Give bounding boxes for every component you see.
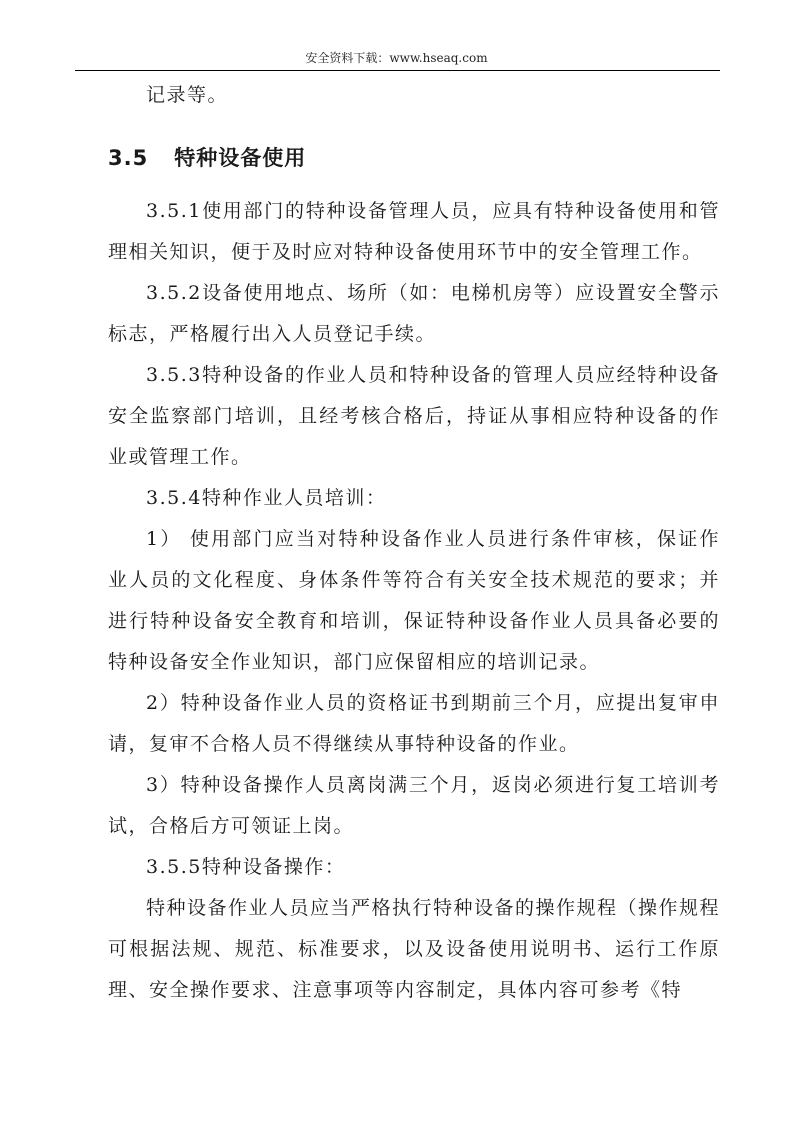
clause-3-5-1: 3.5.1使用部门的特种设备管理人员，应具有特种设备使用和管理相关知识，便于及时应对特种设备使用环节中的安全管理工作。 — [108, 200, 720, 263]
section-heading — [108, 138, 720, 179]
clause-3-5-2: 3.5.2设备使用地点、场所（如：电梯机房等）应设置安全警示标志，严格履行出入人员登记手续。 — [108, 282, 720, 345]
header-divider — [75, 70, 720, 71]
list-item-3: 3）特种设备操作人员离岗满三个月，返岗必须进行复工培训考试，合格后方可领证上岗。 — [108, 774, 720, 837]
document-body — [108, 75, 720, 1011]
section-number: 3.5 — [108, 146, 149, 170]
continuation-text: 记录等。 — [146, 84, 229, 106]
page-header: 安全资料下载：www.hseaq.com — [305, 51, 488, 65]
clause-3-5-4: 3.5.4特种作业人员培训： — [146, 487, 387, 509]
clause-3-5-5-body: 特种设备作业人员应当严格执行特种设备的操作规程（操作规程可根据法规、规范、标准要求，以及设备使用说明书、运行工作原理、安全操作要求、注意事项等内容制定，具体内容可参考《特 — [108, 897, 721, 1001]
list-item-1: 1） 使用部门应当对特种设备作业人员进行条件审核，保证作业人员的文化程度、身体条件等符合有关安全技术规范的要求；并进行特种设备安全教育和培训，保证特种设备作业人员具备必要的特种设备安全作业知识，部门应保留相应的培训记录。 — [108, 528, 720, 673]
clause-3-5-5: 3.5.5特种设备操作： — [146, 856, 346, 878]
list-item-2: 2）特种设备作业人员的资格证书到期前三个月，应提出复审申请，复审不合格人员不得继续从事特种设备的作业。 — [108, 692, 720, 755]
clause-3-5-3: 3.5.3特种设备的作业人员和特种设备的管理人员应经特种设备安全监察部门培训，且经考核合格后，持证从事相应特种设备的作业或管理工作。 — [108, 364, 720, 468]
section-title: 特种设备使用 — [174, 146, 307, 170]
